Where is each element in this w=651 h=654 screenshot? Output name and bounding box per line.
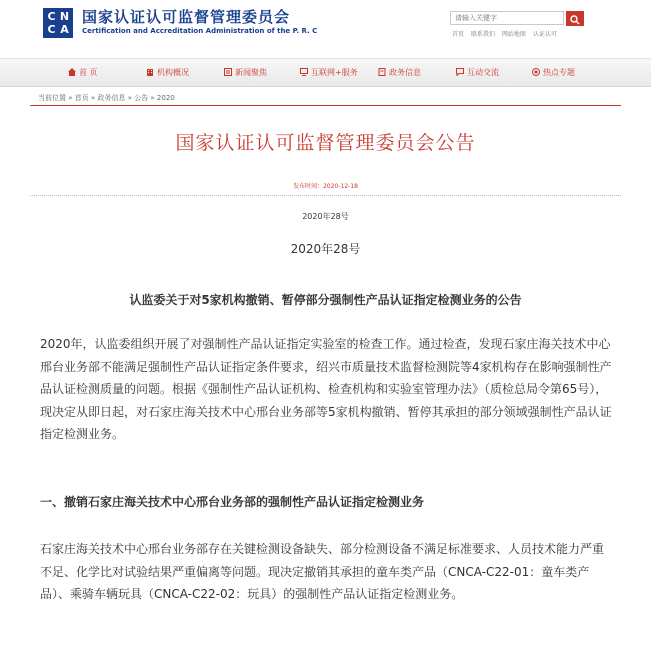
paragraph-intro: 2020年，认监委组织开展了对强制性产品认证指定实验室的检查工作。通过检查，发现石家庄海关技术中心邢台业务部不能满足强制性产品认证指定条件要求，绍兴市质量技术监督检测院等4家机构存在影响强制性产品认证检测质量的问题。根据《强制性产品认证机构、检查机构和实验室管理办法》（质检总局令第65号），现决定从即日起，对石家庄海关技术中心邢台业务部等5家机构撤销、暂停其承担的部分领域强制性产品认证指定检测业务。 xyxy=(40,337,612,441)
nav-item-gov-info[interactable] xyxy=(378,59,421,86)
home-icon xyxy=(68,68,76,76)
nav-item-hot[interactable] xyxy=(532,59,575,86)
logo-letter: A xyxy=(60,23,69,36)
article-title: 国家认证认可监督管理委员会公告 xyxy=(175,132,476,154)
building-icon xyxy=(146,68,154,76)
top-link-sitemap[interactable]: 网站地图 xyxy=(501,31,526,38)
article-subject: 认监委关于对5家机构撤销、暂停部分强制性产品认证指定检测业务的公告 xyxy=(129,293,522,307)
info-icon xyxy=(378,68,386,76)
doc-number-small: 2020年28号 xyxy=(302,212,349,221)
breadcrumb[interactable]: 当前位置 » 首页 » 政务信息 » 公告 » 2020 xyxy=(38,94,175,102)
search-icon xyxy=(570,15,580,25)
site-title-en: Certification and Accreditation Administration of the P. R. C xyxy=(82,27,318,35)
nav-item-interact[interactable] xyxy=(456,59,499,86)
nav-label: 互联网+服务 xyxy=(311,68,358,77)
hot-icon xyxy=(532,68,540,76)
search-button[interactable] xyxy=(566,11,584,26)
logo-letter: C xyxy=(47,23,56,36)
nav-label: 机构概况 xyxy=(157,68,189,77)
site-header xyxy=(0,0,651,58)
main-nav xyxy=(0,58,651,87)
nav-label: 新闻聚焦 xyxy=(235,68,267,77)
top-links xyxy=(452,29,562,38)
cnca-logo[interactable] xyxy=(43,8,73,38)
separator xyxy=(30,195,621,197)
nav-item-news[interactable] xyxy=(224,59,267,86)
top-link-home[interactable]: 首页 xyxy=(452,31,465,38)
logo-letter: C xyxy=(47,10,56,23)
top-link-contact[interactable]: 联系我们 xyxy=(470,31,495,38)
news-icon xyxy=(224,68,232,76)
nav-label: 互动交流 xyxy=(467,68,499,77)
nav-label: 首 页 xyxy=(79,68,98,77)
top-link-cert[interactable]: 认证认可 xyxy=(532,31,557,38)
section-heading: 一、撤销石家庄海关技术中心邢台业务部的强制性产品认证指定检测业务 xyxy=(40,495,425,509)
chat-icon xyxy=(456,68,464,76)
paragraph-section-1: 石家庄海关技术中心邢台业务部存在关键检测设备缺失、部分检测设备不满足标准要求、人员技术能力严重不足、化学比对试验结果严重偏离等问题。现决定撤销其承担的童车类产品（CNCA-C22-01：童车类产品）、乘骑车辆玩具（CNCA-C22-02：玩具）的强制性产品认证指定检测业务。 xyxy=(40,542,605,601)
publish-time: 发布时间：2020-12-18 xyxy=(293,183,358,190)
service-icon xyxy=(300,68,308,76)
nav-item-service[interactable] xyxy=(300,59,358,86)
site-title-cn: 国家认证认可监督管理委员会 xyxy=(82,8,291,26)
nav-label: 热点专题 xyxy=(543,68,575,77)
doc-number: 2020年28号 xyxy=(290,242,361,256)
nav-label: 政务信息 xyxy=(389,68,421,77)
nav-item-home[interactable] xyxy=(68,59,98,86)
divider xyxy=(30,105,621,106)
logo-letter: N xyxy=(59,10,70,23)
search-input[interactable] xyxy=(450,11,564,25)
nav-item-about[interactable] xyxy=(146,59,189,86)
